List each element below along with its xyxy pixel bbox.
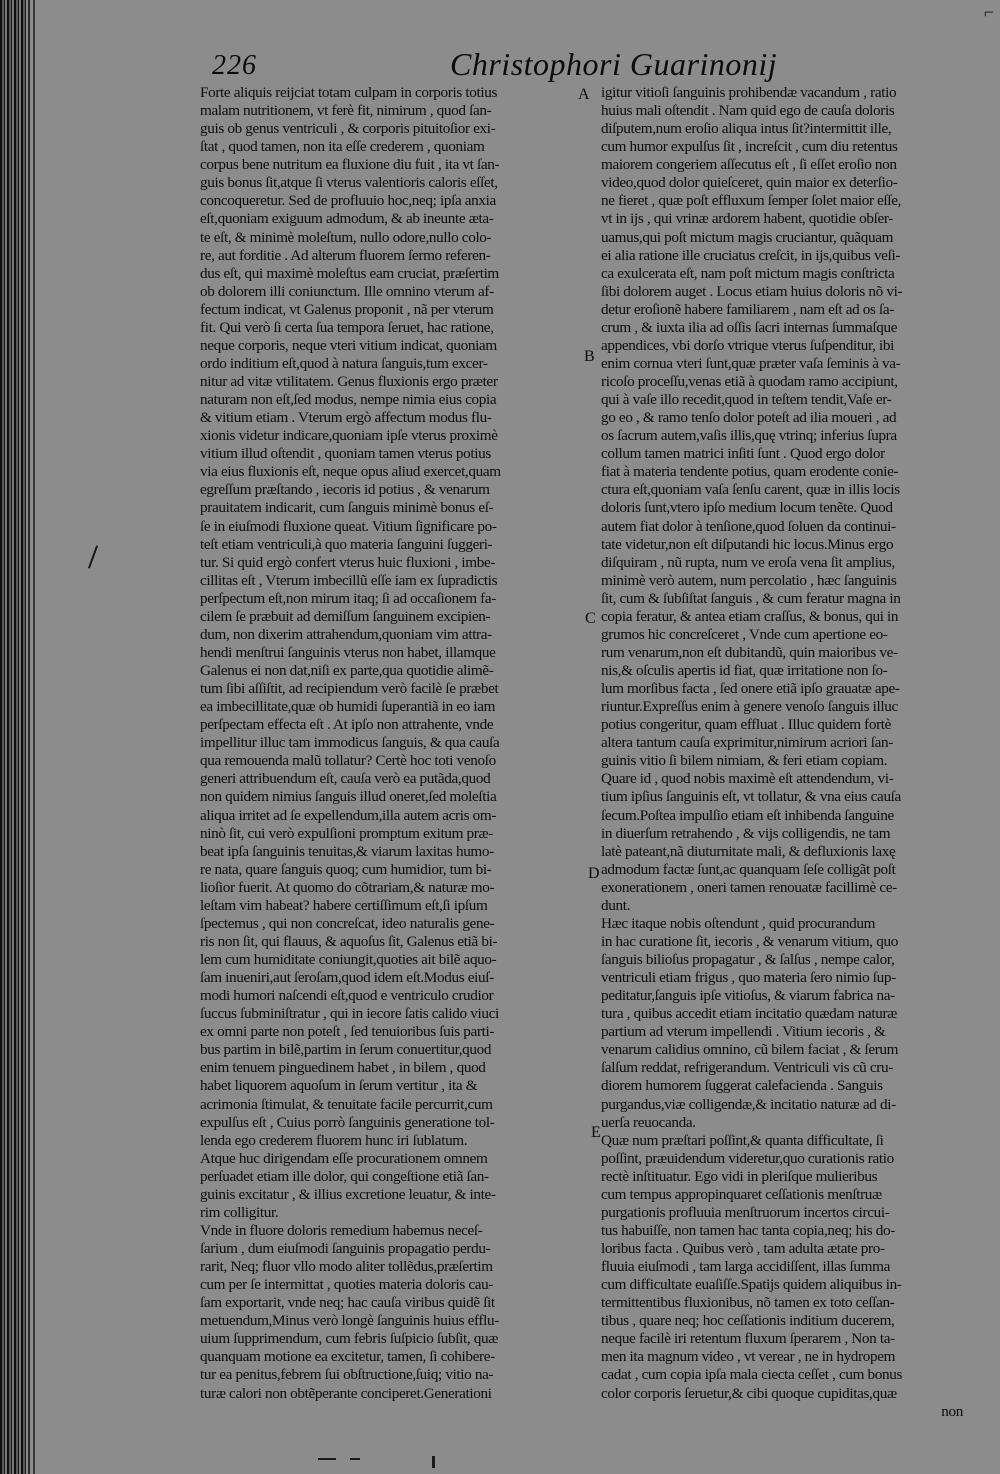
text-line: guinis vitio ſi bilem nimiam, & feri etiam copiam.	[601, 752, 888, 770]
page-header	[200, 40, 980, 90]
text-line: ne fieret , quæ poſt effluxum ſemper ſolet maior eſſe,	[601, 192, 902, 210]
text-line: ea imbecillitate,quæ ob humidi ſuperantiã in eo iam	[200, 698, 496, 716]
text-line: generi attribuendum eſt, cauſa verò ea putãda,quod	[200, 770, 491, 788]
text-line: minimè verò autem, num percolatio , hæc ſanguinis	[601, 571, 897, 589]
text-line: riuntur.Expreſſus enim à genere venoſo ſanguis illuc	[601, 698, 898, 716]
text-line: ſalſum reddat, refrigerandum. Ventriculi vis cũ cru-	[601, 1059, 893, 1077]
text-line: nitur ad vitæ vtilitatem. Genus fluxionis ergo præter	[200, 373, 498, 390]
text-line: lem cum humiditate coniungit,quoties ait bilẽ aquo-	[200, 951, 497, 968]
text-line: lum morſibus facta , ſed onere etiã ipſo grauatæ ape-	[601, 680, 900, 698]
text-line: vt in ijs , qui vrinæ ardorem habent, quotidie obſer-	[601, 210, 894, 228]
text-line: qua remouenda malũ tollatur? Certè hoc toti venoſo	[200, 752, 496, 770]
text-line: ninò ſit, cui verò expulſioni promptum exitum præ-	[200, 824, 493, 842]
text-line: tium ipſius ſanguinis eſt, vt tollatur, & vna eius cauſa	[601, 788, 901, 806]
text-line: tur. Si quid ergò confert vterus huic fluxioni , imbe-	[200, 553, 496, 571]
text-line: peditatur,ſanguis ipſe vitioſus, & viarum fabrica na-	[601, 987, 895, 1005]
page-number: 226	[212, 50, 257, 81]
text-line: doloris ſunt,vtero ipſo medium locum tenẽte. Quod	[601, 499, 893, 517]
text-line: grumos hic concreſceret , Vnde cum apertione eo-	[601, 625, 888, 643]
text-line: turæ calori non obtẽperante conciperet.Generationi	[200, 1384, 492, 1402]
text-line: potius congeritur, quam effluat . Illuc quidem fortè	[601, 716, 892, 734]
catchword: non	[941, 1402, 963, 1420]
pen-stroke	[88, 545, 98, 568]
text-line: metuendum,Minus verò longè ſanguinis huius efflu-	[200, 1312, 499, 1330]
text-line: nis,& oſculis apertis id fiat, quæ irritatione non ſo-	[601, 662, 888, 679]
text-line: venarum calidius omnino, cũ bilem faciat , & ſerum	[601, 1041, 899, 1059]
text-line: men ita magnum video , vt verear , ne in hydropem	[601, 1348, 896, 1366]
text-line: via eius fluxionis eſt, neque opus aliud exercet,quam	[200, 463, 501, 481]
text-line: perſpectam effecta eſt . At ipſo non attrahente, vnde	[200, 716, 494, 734]
text-line: purgationis profluuia menſtruorum incertos circui-	[601, 1203, 890, 1221]
text-line: ſibi dolorem auget . Locus etiam huius doloris nõ vi-	[601, 282, 903, 300]
text-line: Vnde in fluore doloris remedium habemus neceſ-	[200, 1221, 483, 1239]
text-line: Forte aliquis reijciat totam culpam in corporis totius	[200, 84, 498, 101]
text-line: corpus bene nutritum ea fluxione diu fuit , ita vt ſan-	[200, 156, 500, 174]
text-line: ca exulcerata eſt, nam poſt mictum magis conſtricta	[601, 264, 895, 282]
text-line: ſam exportarit, vnde neq; hac cauſa viribus quidẽ ſit	[200, 1294, 495, 1312]
text-line: enim tenuem pinguedinem habet , in bilem , quod	[200, 1059, 486, 1077]
text-line: exonerationem , oneri tamen renouatæ facillimè ce-	[601, 878, 897, 896]
text-line: purgandus,viæ colligendæ,& incitatio naturæ ad di-	[601, 1095, 896, 1113]
text-line: diſputem,num eroſio aliqua intus ſit?intermittit ille,	[601, 120, 892, 138]
text-line: habet liquorem aquoſum in ſerum vertitur , ita &	[200, 1077, 478, 1095]
text-line: guis bonus ſit,atque ſi vterus valentioris caloris eſſet,	[200, 174, 498, 192]
text-line: termittentibus fluxionibus, nõ tamen ex toto ceſſan-	[601, 1294, 895, 1312]
text-line: autem fiat dolor à tenſione,quod ſoluen da continui-	[601, 517, 896, 535]
text-line: copia feratur, & antea etiam craſſus, & bonus, qui in	[601, 607, 899, 625]
text-line: rarit, Neq; fluor vllo modo aliter tollẽdus,præſertim	[200, 1258, 493, 1276]
text-line: acrimonia ſtimulat, & tenuitate facile percurrit,cum	[200, 1095, 493, 1113]
text-line: Atque huc dirigendam eſſe procurationem omnem	[200, 1149, 488, 1167]
text-line: collum tamen matrici inſiti ſunt . Quod ergo dolor	[601, 445, 885, 463]
text-line: Galenus ei non dat,niſi ex parte,qua quotidie alimẽ-	[200, 662, 494, 679]
running-head: Christophori Guarinonij	[450, 46, 778, 82]
text-line: in diuerſum retrahendo , & vijs colligendis, ne tam	[601, 824, 891, 842]
text-line: poſſint, præuidendum videretur,quo curationis ratio	[601, 1149, 894, 1167]
text-line: eſt,quoniam exiguum admodum, & ab ineunte æta-	[200, 210, 494, 228]
text-line: latè pateant,nã diuturnitate mali, & defluxionis laxę	[601, 842, 896, 860]
text-line: ſam inueniri,aut ſeroſam,quod idem eſt.Modus eiuſ-	[200, 969, 494, 987]
text-line: ricoſo proceſſu,venas etiã à quodam ramo accipiunt,	[601, 373, 898, 390]
text-line: fiat à materia tendente potius, quam erodente conie-	[601, 463, 899, 481]
text-line: quanquam motione ea excitetur, tamen, ſi cohibere-	[200, 1348, 495, 1366]
text-line: re, aut forditie . Ad alterum fluorem ſermo referen-	[200, 246, 491, 264]
text-line: non quidem nimius ſanguis illud oneret,ſed moleſtia	[200, 788, 497, 806]
text-line: rum venarum,non eſt dubitandũ, quin maioribus ve-	[601, 643, 898, 661]
text-line: video,quod dolor quieſceret, quin maior ex deterſio-	[601, 174, 898, 192]
text-line: tum ſibi aſſiſtit, ad recipiendum verò facilè ſe præbet	[200, 680, 499, 698]
text-line: ſanguis bilioſus propagatur , & ſalſus , nempe calor,	[601, 951, 895, 968]
text-line: cilem ſe præbuit ad demiſſum ſanguinem excipien-	[200, 607, 491, 625]
text-line: dus eſt, qui maximè moleſtus eam cruciat, præſertim	[200, 264, 499, 282]
text-line: leſtam vim habeat? habere certiſſimum eſt,ſi ipſum	[200, 896, 488, 914]
pen-stroke	[318, 1458, 336, 1460]
text-line: ſtat , quod tamen, non ita eſſe crederem , quoniam	[200, 138, 485, 156]
text-line: ei alia ratione ille cruciatus creſcit, in ijs,quibus veſi-	[601, 246, 901, 264]
text-line: neque facilè iri retentum fluxum ſperarem , Non ta-	[601, 1330, 895, 1348]
text-line: lenda ego crederem fluorem hunc iri ſublatum.	[200, 1131, 468, 1149]
text-line: appendices, vbi dorſo vtrique vterus ſuſpenditur, ibi	[601, 336, 894, 354]
text-line: cum difficultate euaſiſſe.Spatijs quidem aliquibus in-	[601, 1276, 902, 1294]
text-line: perſpectum eſt,non mirum itaq; ſi ad occaſionem fa-	[200, 589, 496, 607]
text-line: tura , quibus accedit etiam incitatio quædam naturæ	[601, 1005, 897, 1023]
margin-marker-c: C	[585, 610, 596, 627]
text-line: dunt.	[601, 896, 631, 914]
text-line: ſuccus ſubminiſtratur , qui in iecore ſatis calido viuci	[200, 1005, 499, 1023]
text-line: Quare id , quod nobis maximè eſt attendendum, vi-	[601, 770, 894, 788]
text-line: diſquiram , nũ rupta, num ve eroſa vena ſit amplius,	[601, 553, 895, 571]
text-line: altera tantum cauſa exprimitur,nimirum acriori ſan-	[601, 734, 893, 752]
text-line: prauitatem indicarit, cum ſanguis minimè bonus eſ-	[200, 499, 494, 517]
text-line: cum per ſe intermittat , quoties materia doloris cau-	[200, 1276, 494, 1294]
margin-marker-e: E	[591, 1124, 601, 1141]
text-line: aliqua irritet ad ſe expellendum,illa autem acris om-	[200, 806, 497, 824]
text-line: teſt etiam ventriculi,à quo materia ſanguini ſuggeri-	[200, 535, 493, 553]
text-line: Quæ num præſtari poſſint,& quanta difficultate, ſi	[601, 1131, 884, 1149]
text-line: tus habuiſſe, non tamen hac tanta copia,neq; his do-	[601, 1221, 895, 1239]
text-line: rectè inſtituatur. Ego vidi in pleriſque mulieribus	[601, 1167, 878, 1185]
text-line: tate videtur,non eſt diſputandi hic locus.Minus ergo	[601, 535, 894, 553]
text-line: ſe in eiuſmodi fluxione queat. Vitium ſignificare po-	[200, 517, 497, 535]
text-line: fectum indicat, vt Galenus proponit , nã per vterum	[200, 300, 494, 318]
text-line: partium ad vterum impellendi . Vitium iecoris , &	[601, 1023, 886, 1041]
text-line: xionis videtur indicare,quoniam ipſe vterus proximè	[200, 427, 498, 445]
text-line: cadat , cum copia ipſa mala ciecta ceſſet , cum bonus	[601, 1366, 903, 1384]
text-line: neque corporis, neque vteri vitium indicat, quoniam	[200, 336, 497, 354]
text-line: ſit, cum & ſubſiſtat ſanguis , & cum feratur magna in	[601, 589, 901, 607]
text-line: in hac curatione ſit, iecoris , & venarum vitium, quo	[601, 932, 898, 950]
text-line: maiorem congeriem aſſecutus eſt , ſi eſſet eroſio non	[601, 156, 897, 174]
spine-line	[28, 0, 30, 1474]
margin-marker-b: B	[584, 348, 595, 365]
text-line: guis ob genus ventriculi , & corporis pituitoſior exi-	[200, 120, 496, 138]
text-line: expulſus eſt , Cuius porrò ſanguinis generatione tol-	[200, 1113, 495, 1131]
text-line: uerſa reuocanda.	[601, 1113, 696, 1131]
text-line: ordo inditium eſt,quod à natura ſanguis,tum excer-	[200, 354, 488, 372]
text-line: bus partim in bilẽ,partim in ſerum conuertitur,quod	[200, 1041, 492, 1059]
text-line: concoqueretur. Sed de profluuio hoc,neq; ipſa anxia	[200, 192, 496, 210]
right-text-column	[601, 84, 975, 1421]
text-line: huius mali oſtendit . Nam quid ego de cauſa doloris	[601, 102, 895, 120]
text-line: re nata, quare ſanguis quoq; cum humidior, tum bi-	[200, 860, 492, 878]
text-line: ctura eſt,quoniam vaſa ſenſu carent, quæ in illis locis	[601, 481, 900, 499]
text-line: ſpectemus , qui non concreſcat, ideo naturalis gene-	[200, 914, 495, 932]
text-line: cum humor expulſus ſit , increſcit , cum diu retentus	[601, 138, 898, 156]
text-line: uamus,qui poſt mictum magis cruciantur, quãquam	[601, 228, 894, 246]
margin-marker-a: A	[578, 86, 590, 103]
text-line: ſecum.Poſtea impulſio etiam eſt inhibenda ſanguine	[601, 806, 894, 824]
text-line: crum , & iuxta ilia ad oſſis ſacri internas ſummaſque	[601, 318, 898, 336]
text-line: go eo , & ramo tenſo dolor poteſt ad ilia moueri , ad	[601, 409, 897, 427]
text-line: rim colligitur.	[200, 1203, 279, 1221]
spine-line	[33, 0, 35, 1474]
text-line: Hæc itaque nobis oſtendunt , quid procurandum	[601, 914, 876, 932]
left-text-column	[200, 84, 592, 1403]
text-line: dum, non dixerim attrahendum,quoniam vim attra-	[200, 625, 492, 643]
text-line: lioſior fuerit. At quomo do cõtrariam,& naturæ mo-	[200, 878, 495, 896]
text-line: cum tempus appropinquaret ceſſationis menſtruæ	[601, 1185, 882, 1203]
text-line: malam nutritionem, vt ferè fit, nimirum , quod ſan-	[200, 102, 492, 120]
text-line: & vitium etiam . Vterum ergò affectum modus flu-	[200, 409, 492, 427]
text-line: ventriculi etiam frigus , quo materia ſero nimio ſup-	[601, 969, 896, 987]
margin-marker-d: D	[588, 865, 600, 882]
text-line: cillitas eſt , Vterum imbecillũ eſſe iam ex ſupradictis	[200, 571, 498, 589]
text-line: qui à vaſe illo recedit,quod in teſtem tendit,Vaſe er-	[601, 391, 892, 409]
pen-stroke	[350, 1458, 360, 1460]
text-line: detur eroſionẽ habere familiarem , nam eſt ad os ſa-	[601, 300, 895, 318]
text-line: ſarium , dum eiuſmodi ſanguinis propagatio perdu-	[200, 1240, 491, 1257]
text-line: os ſacrum autem,vaſis illis,quę vtrinq; inferius ſupra	[601, 427, 897, 445]
text-line: ex omni parte non poteſt , ſed tenuioribus ſuis parti-	[200, 1023, 495, 1041]
text-line: fit. Qui verò ſi certa ſua tempora ſeruet, hac ratione,	[200, 318, 494, 336]
corner-mark: ⌐	[983, 2, 994, 22]
text-line: tibus , quare neq; hoc ceſſationis inditium ducerem,	[601, 1312, 895, 1330]
text-line: enim cornua vteri ſunt,quæ præter vaſa ſeminis à va-	[601, 354, 901, 372]
text-line: color corporis ſeruetur,& cibi quoque cupiditas,quæ	[601, 1384, 897, 1402]
text-line: vitium illud oſtendit , quoniam tamen vterus potius	[200, 445, 491, 463]
text-line: diorem humorem ſuggerat calefacienda . Sanguis	[601, 1077, 883, 1095]
text-line: te eſt, & minimè moleſtum, nullo odore,nullo colo-	[200, 228, 492, 246]
text-line: perſuadet etiam ille dolor, qui congeſtione etiã ſan-	[200, 1167, 489, 1185]
text-line: guinis excitatur , & illius excretione leuatur, & inte-	[200, 1185, 496, 1203]
text-line: ob dolorem illi coniunctum. Ille omnino vterum af-	[200, 282, 494, 300]
pen-stroke	[432, 1456, 435, 1468]
text-line: ris non ſit, qui flauus, & aquoſus ſit, Galenus etiã bi-	[200, 932, 498, 950]
text-line: modi humori naſcendi eſt,quod e ventriculo crudior	[200, 987, 494, 1005]
text-line: loribus facta . Quibus verò , tam adulta ætate pro-	[601, 1240, 885, 1257]
text-line: beat ipſa ſanguinis tenuitas,& viarum laxitas humo-	[200, 842, 494, 860]
text-line: uium ſupprimendum, cum febris ſuſpicio ſubſit, quæ	[200, 1330, 499, 1348]
text-line: igitur vitioſi ſanguinis prohibendæ vacandum , ratio	[601, 84, 897, 101]
text-line: impellitur illuc tam immodicus ſanguis, & qua cauſa	[200, 734, 500, 752]
book-gutter	[0, 0, 26, 1474]
text-line: admodum factæ ſunt,ac quanquam ſeſe colligãt poſt	[601, 860, 896, 878]
text-line: hendi menſtrui ſanguinis vterus non habet, illamque	[200, 643, 496, 661]
text-line: egreſſum præſtando , iecoris id potius , & venarum	[200, 481, 490, 499]
text-line: tur ea penitus,febrem ſui obſtructione,ſuiq; vitio na-	[200, 1366, 494, 1384]
text-line: naturam non eſt,ſed modus, nempe nimia eius copia	[200, 391, 497, 409]
text-line: fluuia eiuſmodi , tam larga accidiſſent, illas ſumma	[601, 1258, 890, 1276]
